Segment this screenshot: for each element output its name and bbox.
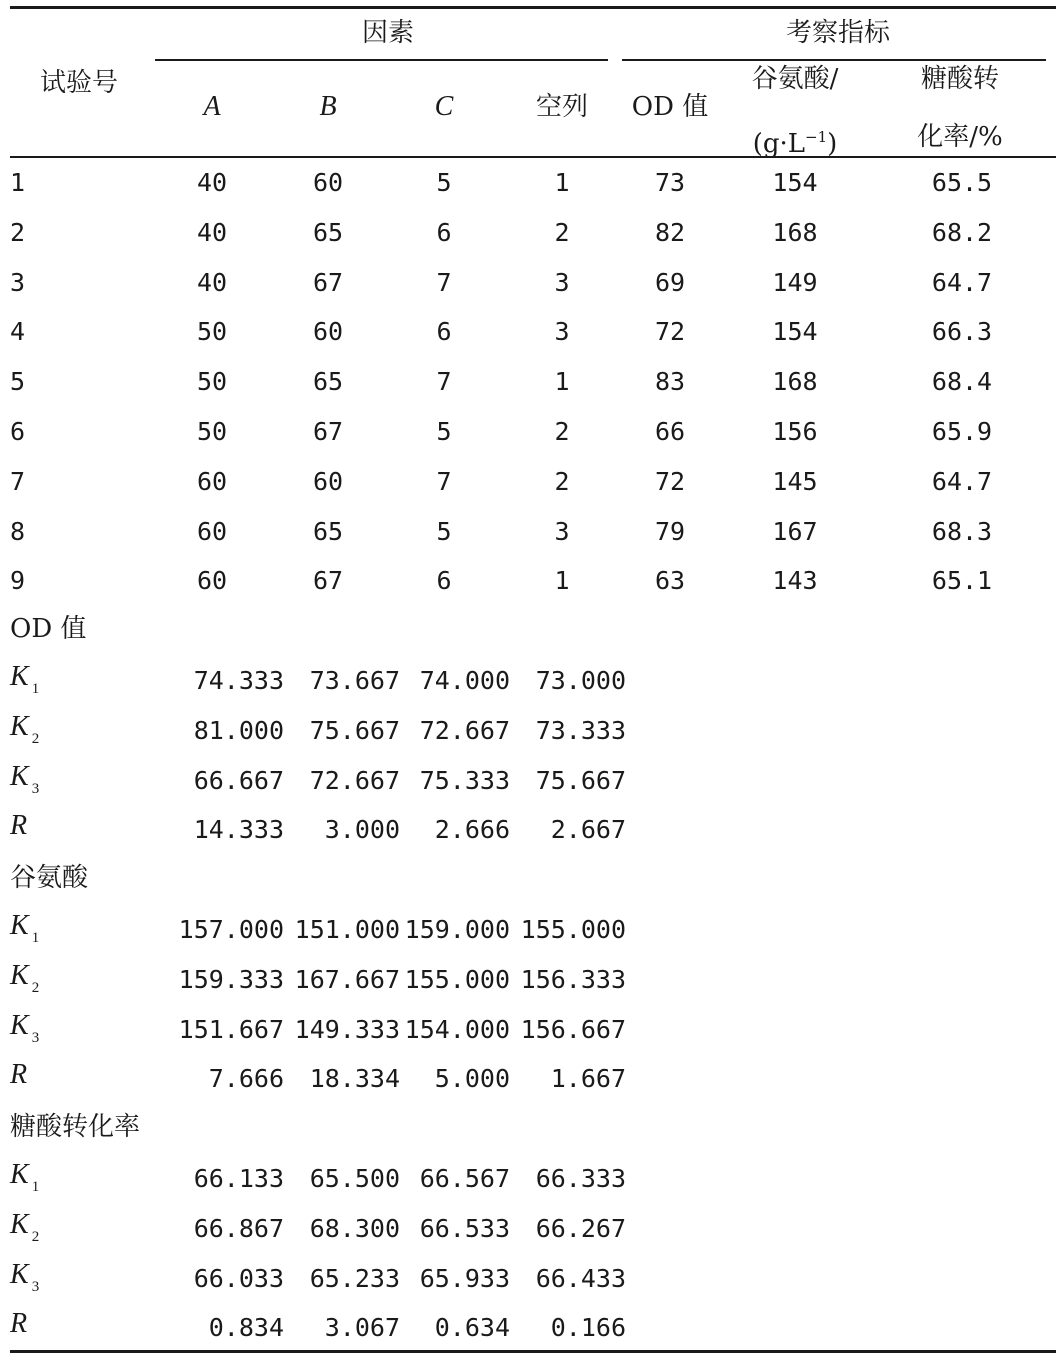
table-cell: 3: [554, 267, 570, 297]
indicator-group-header: 考察指标: [785, 18, 891, 48]
table-cell: 64.7: [931, 466, 993, 496]
table-cell: 2: [554, 466, 570, 496]
stat-value-cell: 0.634: [434, 1313, 510, 1343]
stat-value-cell: 75.333: [419, 765, 510, 795]
stat-value-cell: 151.667: [178, 1014, 284, 1044]
stat-value-cell: 156.333: [520, 964, 626, 994]
stat-value-cell: 73.667: [309, 666, 400, 695]
table-cell: 1: [554, 566, 570, 596]
stat-value-cell: 155.000: [404, 964, 510, 994]
stat-label: K $_2$: [10, 710, 40, 747]
conversion-rate-header-line1: 糖酸转: [920, 64, 1000, 94]
stat-value-cell: 66.267: [535, 1213, 626, 1243]
table-cell: 168: [772, 217, 818, 247]
table-cell: 67: [312, 267, 344, 297]
table-cell: 5: [436, 516, 452, 546]
table-cell: 65: [312, 217, 344, 247]
stat-value-cell: 2.666: [434, 815, 510, 845]
table-cell: 64.7: [931, 267, 993, 297]
stat-value-cell: 167.667: [294, 964, 400, 994]
indicator-group-underline: [622, 59, 1046, 61]
stat-value-cell: 66.033: [193, 1263, 284, 1293]
table-cell: 65: [312, 516, 344, 546]
table-cell: 2: [554, 217, 570, 247]
table-cell: 60: [312, 466, 344, 496]
stat-label-subscript: 2: [31, 1228, 40, 1245]
stat-label-subscript: 2: [31, 979, 40, 996]
stat-value-cell: 65.233: [309, 1263, 400, 1293]
table-cell: 1: [554, 168, 570, 197]
table-cell: 65: [312, 367, 344, 397]
table-cell: 72: [654, 466, 686, 496]
od-value-header: OD 值: [631, 92, 709, 122]
trial-number-cell: 5: [10, 367, 26, 397]
table-cell: 50: [196, 317, 228, 347]
stat-value-cell: 0.166: [550, 1313, 626, 1343]
trial-number-cell: 4: [10, 317, 26, 347]
stat-value-cell: 66.433: [535, 1263, 626, 1293]
table-cell: 60: [312, 317, 344, 347]
table-cell: 40: [196, 217, 228, 247]
stat-value-cell: 155.000: [520, 915, 626, 944]
stat-label: K $_1$: [10, 910, 40, 946]
stat-label-subscript: 1: [31, 681, 40, 697]
table-cell: 65.9: [931, 417, 993, 446]
trial-number-cell: 6: [10, 417, 26, 446]
table-cell: 67: [312, 566, 344, 596]
empty-column-header: 空列: [535, 92, 589, 122]
conversion-rate-header-line2: 化率/%: [917, 122, 1003, 152]
stat-label: K $_3$: [10, 1009, 40, 1046]
stat-label: K $_1$: [10, 1159, 40, 1195]
table-cell: 50: [196, 417, 228, 446]
table-cell: 5: [436, 417, 452, 446]
table-cell: 68.2: [931, 217, 993, 247]
stat-value-cell: 5.000: [434, 1064, 510, 1094]
table-cell: 65.5: [931, 168, 993, 197]
stat-value-cell: 2.667: [550, 815, 626, 845]
table-cell: 60: [312, 168, 344, 197]
stat-label: K $_1$: [10, 661, 40, 697]
stat-value-cell: 157.000: [178, 915, 284, 944]
stat-value-cell: 73.000: [535, 666, 626, 695]
glutamic-acid-header-line2: [753, 122, 838, 159]
stat-value-cell: 65.500: [309, 1164, 400, 1193]
header-bottom-rule: [10, 156, 1056, 158]
table-cell: 7: [436, 367, 452, 397]
table-cell: 60: [196, 516, 228, 546]
table-cell: 6: [436, 566, 452, 596]
table-cell: 6: [436, 217, 452, 247]
table-cell: 167: [772, 516, 818, 546]
trial-number-cell: 8: [10, 516, 26, 546]
stat-value-cell: 66.667: [193, 765, 284, 795]
stat-value-cell: 75.667: [309, 715, 400, 745]
stat-label: R: [10, 1059, 28, 1091]
table-cell: 73: [654, 168, 686, 197]
table-cell: 83: [654, 367, 686, 397]
stat-value-cell: 18.334: [309, 1064, 400, 1094]
table-cell: 154: [772, 317, 818, 347]
table-cell: 69: [654, 267, 686, 297]
table-cell: 149: [772, 267, 818, 297]
trial-number-header: 试验号: [40, 68, 119, 98]
stat-value-cell: 159.333: [178, 964, 284, 994]
table-cell: 168: [772, 367, 818, 397]
stat-value-cell: 73.333: [535, 715, 626, 745]
stat-value-cell: 151.000: [294, 915, 400, 944]
stat-value-cell: 72.667: [419, 715, 510, 745]
bottom-rule-thick: [10, 1350, 1056, 1353]
glutamic-acid-unit-exponent: −1: [805, 128, 828, 146]
analysis-section-title: OD 值: [10, 614, 87, 645]
stat-value-cell: 159.000: [404, 915, 510, 944]
table-cell: 2: [554, 417, 570, 446]
factor-c-header: C: [434, 91, 454, 122]
table-cell: 40: [196, 168, 228, 197]
table-cell: 3: [554, 317, 570, 347]
table-cell: 72: [654, 317, 686, 347]
stat-value-cell: 65.933: [419, 1263, 510, 1293]
table-cell: 7: [436, 267, 452, 297]
stat-value-cell: 66.333: [535, 1164, 626, 1193]
table-cell: 3: [554, 516, 570, 546]
stat-value-cell: 66.133: [193, 1164, 284, 1193]
stat-label: K $_2$: [10, 1208, 40, 1245]
table-cell: 1: [554, 367, 570, 397]
stat-value-cell: 1.667: [550, 1064, 626, 1094]
stat-value-cell: 149.333: [294, 1014, 400, 1044]
stat-label: R: [10, 810, 28, 842]
factor-b-header: B: [319, 91, 337, 122]
stat-label-subscript: 2: [31, 730, 40, 747]
factor-group-underline: [155, 59, 608, 61]
table-cell: 60: [196, 566, 228, 596]
stat-value-cell: 3.000: [324, 815, 400, 845]
table-cell: 82: [654, 217, 686, 247]
stat-value-cell: 7.666: [208, 1064, 284, 1094]
stat-label-subscript: 3: [31, 780, 40, 797]
stat-value-cell: 72.667: [309, 765, 400, 795]
stat-label: K $_2$: [10, 959, 40, 996]
table-cell: 145: [772, 466, 818, 496]
trial-number-cell: 1: [10, 168, 26, 197]
table-cell: 68.4: [931, 367, 993, 397]
stat-value-cell: 68.300: [309, 1213, 400, 1243]
stat-label: R: [10, 1308, 28, 1340]
table-cell: 50: [196, 367, 228, 397]
table-cell: 63: [654, 566, 686, 596]
table-cell: 68.3: [931, 516, 993, 546]
table-cell: 79: [654, 516, 686, 546]
stat-label: K $_3$: [10, 760, 40, 797]
stat-label-subscript: 1: [31, 1179, 40, 1195]
table-cell: 5: [436, 168, 452, 197]
table-cell: 65.1: [931, 566, 993, 596]
analysis-section-title: 糖酸转化率: [10, 1112, 141, 1143]
trial-number-cell: 9: [10, 566, 26, 596]
table-cell: 40: [196, 267, 228, 297]
glutamic-acid-header-line1: 谷氨酸/: [751, 64, 839, 94]
table-cell: 66.3: [931, 317, 993, 347]
stat-value-cell: 3.067: [324, 1313, 400, 1343]
stat-value-cell: 156.667: [520, 1014, 626, 1044]
stat-value-cell: 66.567: [419, 1164, 510, 1193]
table-cell: 7: [436, 466, 452, 496]
table-cell: 156: [772, 417, 818, 446]
table-cell: 66: [654, 417, 686, 446]
stat-value-cell: 0.834: [208, 1313, 284, 1343]
stat-label: K $_3$: [10, 1258, 40, 1295]
factor-a-header: A: [203, 91, 221, 122]
table-cell: 6: [436, 317, 452, 347]
trial-number-cell: 7: [10, 466, 26, 496]
trial-number-cell: 2: [10, 217, 26, 247]
stat-value-cell: 74.000: [419, 666, 510, 695]
factor-group-header: 因素: [361, 18, 415, 48]
stat-value-cell: 75.667: [535, 765, 626, 795]
glutamic-acid-unit-prefix: (g·L: [752, 129, 806, 159]
stat-value-cell: 74.333: [193, 666, 284, 695]
stat-value-cell: 154.000: [404, 1014, 510, 1044]
stat-value-cell: 14.333: [193, 815, 284, 845]
trial-number-cell: 3: [10, 267, 26, 297]
stat-label-subscript: 3: [31, 1029, 40, 1046]
table-cell: 143: [772, 566, 818, 596]
stat-value-cell: 66.533: [419, 1213, 510, 1243]
stat-value-cell: 81.000: [193, 715, 284, 745]
table-cell: 67: [312, 417, 344, 446]
analysis-section-title: 谷氨酸: [10, 863, 89, 894]
table-cell: 60: [196, 466, 228, 496]
table-cell: 154: [772, 168, 818, 197]
stat-label-subscript: 3: [31, 1278, 40, 1295]
stat-value-cell: 66.867: [193, 1213, 284, 1243]
glutamic-acid-unit-suffix: ): [827, 129, 838, 159]
stat-label-subscript: 1: [31, 930, 40, 946]
top-rule-thick: [10, 6, 1056, 9]
